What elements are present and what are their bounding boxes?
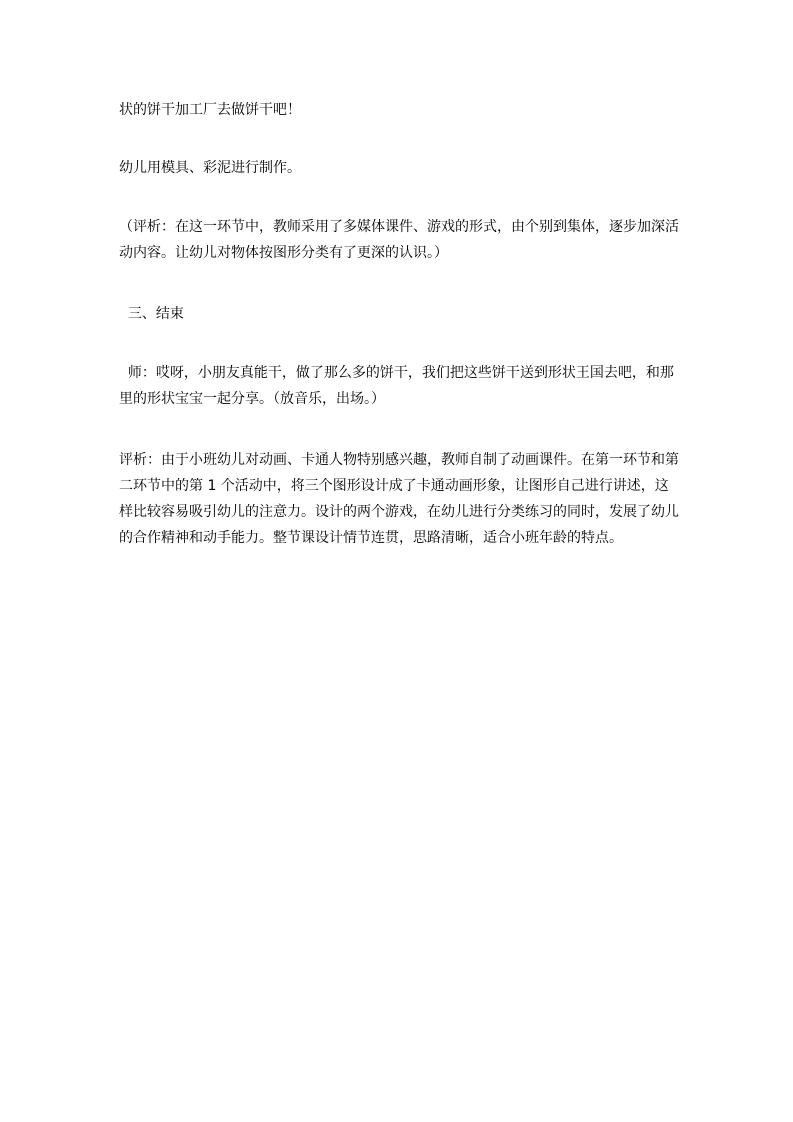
paragraph-biscuit-factory: 状的饼干加工厂去做饼干吧！ [119, 102, 301, 118]
section-heading-ending: 三、结束 [119, 306, 184, 322]
paragraph-teacher-speech: 师：哎呀，小朋友真能干，做了那么多的饼干，我们把这些饼干送到形状王国去吧，和那里的形状宝宝一起分享。（放音乐，出场。） [119, 365, 674, 407]
paragraph-commentary-final: 评析：由于小班幼儿对动画、卡通人物特别感兴趣，教师自制了动画课件。在第一环节和第二环节中的第 1 个活动中，将三个图形设计成了卡通动画形象，让图形自己进行讲述，这样比较容易吸引幼儿的注意力。设计的两个游戏，在幼儿进行分类练习的同时，发展了幼儿的合作精神和动手能力。整节课设计情节连贯，思路清晰，适合小班年龄的特点。 [119, 452, 679, 546]
paragraph-commentary-one: （评析：在这一环节中，教师采用了多媒体课件、游戏的形式，由个别到集体，逐步加深活动内容。让幼儿对物体按图形分类有了更深的认识。） [119, 219, 679, 261]
paragraph-children-making: 幼儿用模具、彩泥进行制作。 [119, 160, 301, 176]
